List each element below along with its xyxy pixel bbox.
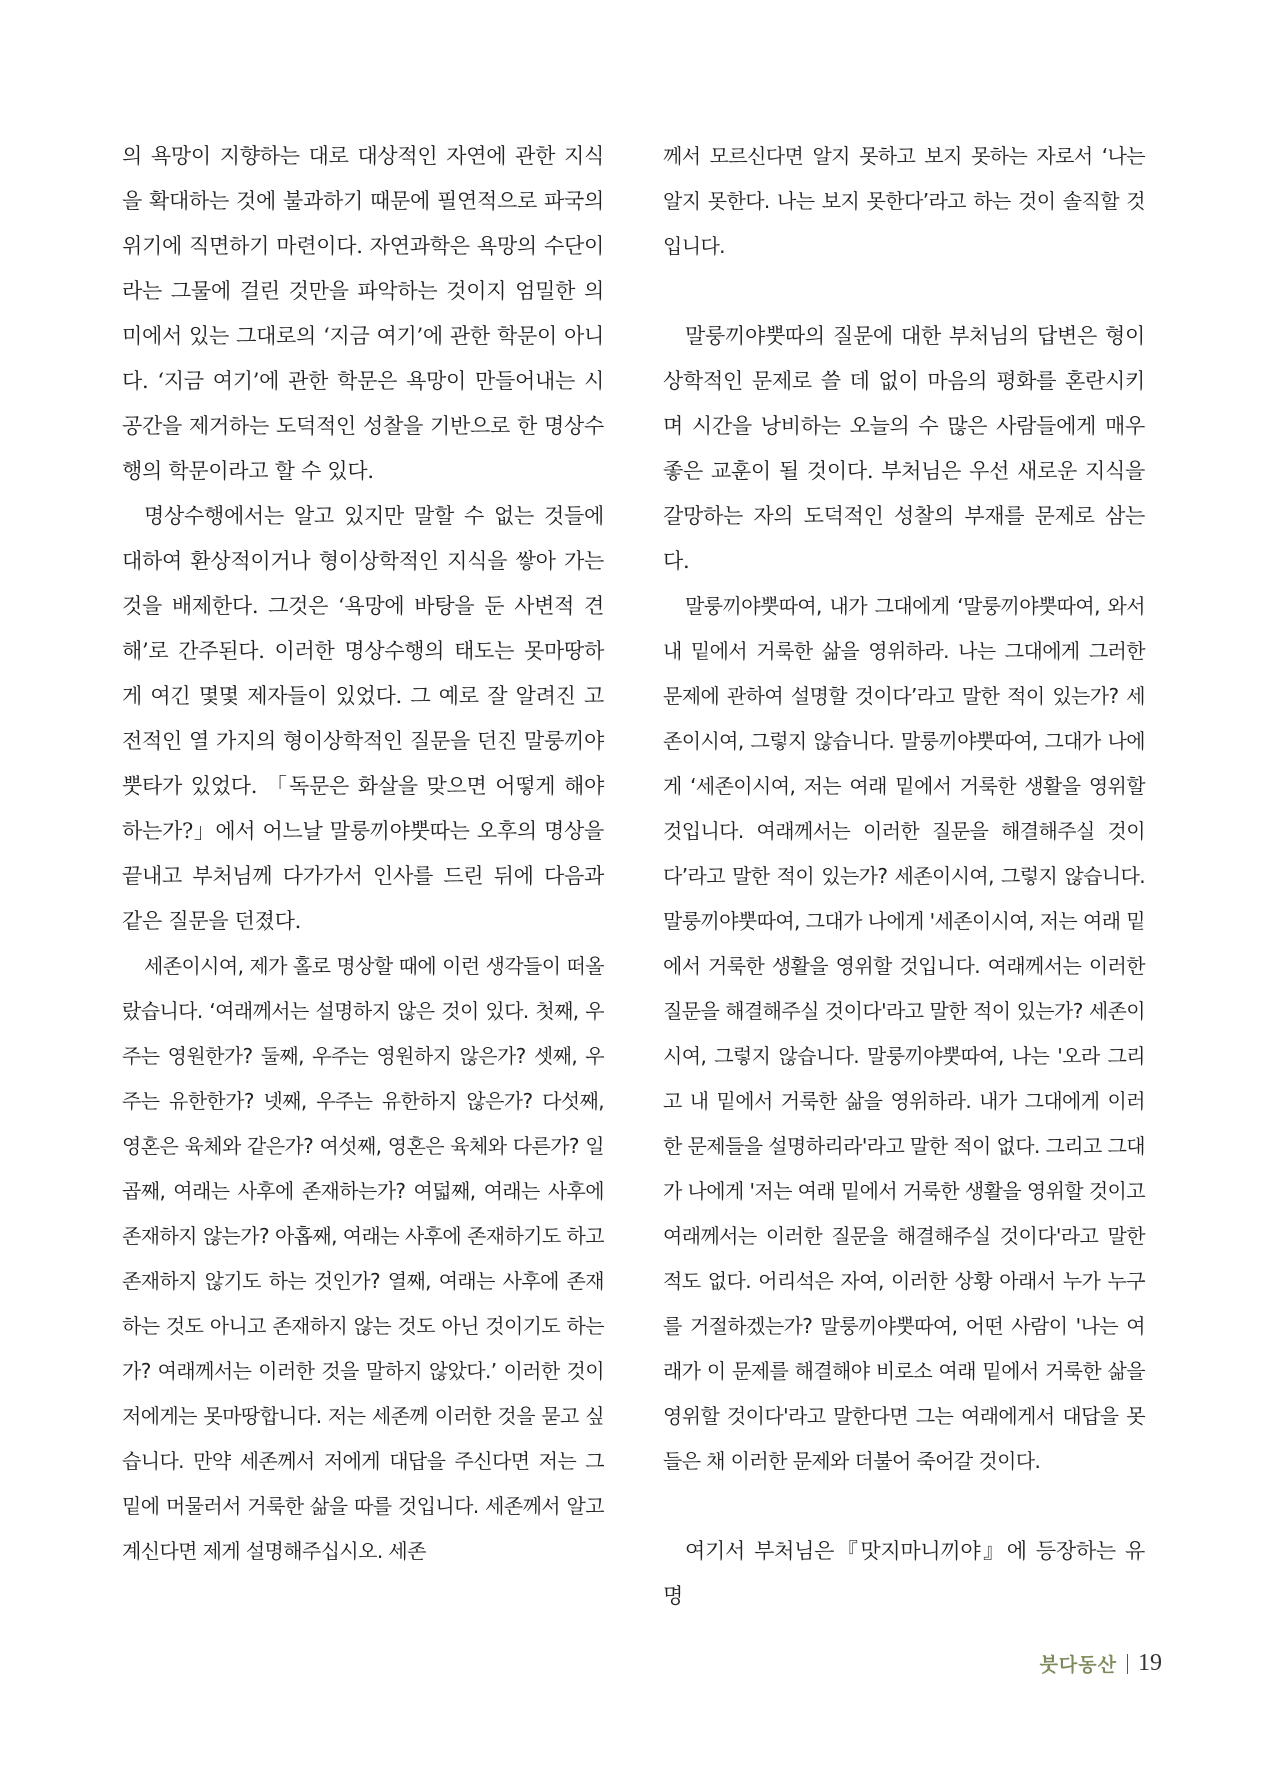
magazine-brand: 붓다동산 (1039, 1654, 1117, 1676)
right-paragraph-2: 여기서 부처님은『맛지마니끼야』에 등장하는 유명 (663, 1539, 1145, 1608)
left-column (122, 134, 604, 1574)
right-quote-continuation: 께서 모르신다면 알지 못하고 보지 못하는 자로서 ‘나는 알지 못한다. 나는 보지 못한다’라고 하는 것이 솔직할 것입니다. (663, 144, 1145, 258)
footer-divider (1127, 1654, 1128, 1674)
left-quote-paragraph: 세존이시여, 제가 홀로 명상할 때에 이런 생각들이 떠올랐습니다. ‘여래께서는 설명하지 않은 것이 있다. 첫째, 우주는 영원한가? 둘째, 우주는 영원하지 않은가? 셋째, 우주는 유한한가? 넷째, 우주는 유한하지 않은가? 다섯째, 영혼은 육체와 같은가? 여섯째, 영혼은 육체와 다른가? 일곱째, 여래는 사후에 존재하는가? 여덟째, 여래는 사후에 존재하지 않는가? 아홉째, 여래는 사후에 존재하기도 하고 존재하지 않기도 하는 것인가? 열째, 여래는 사후에 존재하는 것도 아니고 존재하지 않는 것도 아닌 것이기도 하는가? 여래께서는 이러한 것을 말하지 않았다.’ 이러한 것이 저에게는 못마땅합니다. 저는 세존께 이러한 것을 묻고 싶습니다. 만약 세존께서 저에게 대답을 주신다면 저는 그 밑에 머물러서 거룩한 삶을 따를 것입니다. 세존께서 알고 계신다면 제게 설명해주십시오. 세존 (122, 954, 604, 1563)
right-paragraph-1: 말룽끼야뿟따의 질문에 대한 부처님의 답변은 형이상학적인 문제로 쓸 데 없이 마음의 평화를 혼란시키며 시간을 낭비하는 오늘의 수 많은 사람들에게 매우 좋은 교훈이 될 것이다. 부처님은 우선 새로운 지식을 갈망하는 자의 도덕적인 성찰의 부재를 문제로 삼는다. (663, 324, 1145, 573)
page-number: 19 (1138, 1650, 1162, 1676)
paragraph-spacer (663, 1484, 1145, 1529)
left-paragraph-1: 의 욕망이 지향하는 대로 대상적인 자연에 관한 지식을 확대하는 것에 불과하기 때문에 필연적으로 파국의 위기에 직면하기 마련이다. 자연과학은 욕망의 수단이라는 그물에 걸린 것만을 파악하는 것이지 엄밀한 의미에서 있는 그대로의 ‘지금 여기’에 관한 학문이 아니다. ‘지금 여기’에 관한 학문은 욕망이 만들어내는 시공간을 제거하는 도덕적인 성찰을 기반으로 한 명상수행의 학문이라고 할 수 있다. (122, 144, 604, 483)
page-footer (1040, 1650, 1162, 1677)
left-paragraph-2: 명상수행에서는 알고 있지만 말할 수 없는 것들에 대하여 환상적이거나 형이상학적인 지식을 쌓아 가는 것을 배제한다. 그것은 ‘욕망에 바탕을 둔 사변적 견해’로 간주된다. 이러한 명상수행의 태도는 못마땅하게 여긴 몇몇 제자들이 있었다. 그 예로 잘 알려진 고전적인 열 가지의 형이상학적인 질문을 던진 말룽끼야뿟타가 있었다. 「독문은 화살을 맞으면 어떻게 해야하는가?」에서 어느날 말룽끼야뿟따는 오후의 명상을 끝내고 부처님께 다가가서 인사를 드린 뒤에 다음과 같은 질문을 던졌다. (122, 504, 604, 933)
right-column (663, 134, 1145, 1619)
right-quote-paragraph: 말룽끼야뿟따여, 내가 그대에게 ‘말룽끼야뿟따여, 와서 내 밑에서 거룩한 삶을 영위하라. 나는 그대에게 그러한 문제에 관하여 설명할 것이다’라고 말한 적이 있는가? 세존이시여, 그렇지 않습니다. 말룽끼야뿟따여, 그대가 나에게 ‘세존이시여, 저는 여래 밑에서 거룩한 생활을 영위할 것입니다. 여래께서는 이러한 질문을 해결해주실 것이다’라고 말한 적이 있는가? 세존이시여, 그렇지 않습니다. 말룽끼야뿟따여, 그대가 나에게 '세존이시여, 저는 여래 밑에서 거룩한 생활을 영위할 것입니다. 여래께서는 이러한 질문을 해결해주실 것이다'라고 말한 적이 있는가? 세존이시여, 그렇지 않습니다. 말룽끼야뿟따여, 나는 '오라 그리고 내 밑에서 거룩한 삶을 영위하라. 내가 그대에게 이러한 문제들을 설명하리라'라고 말한 적이 없다. 그리고 그대가 나에게 '저는 여래 밑에서 거룩한 생활을 영위할 것이고 여래께서는 이러한 질문을 해결해주실 것이다'라고 말한 적도 없다. 어리석은 자여, 이러한 상황 아래서 누가 누구를 거절하겠는가? 말룽끼야뿟따여, 어떤 사람이 '나는 여래가 이 문제를 해결해야 비로소 여래 밑에서 거룩한 삶을 영위할 것이다'라고 말한다면 그는 여래에게서 대답을 못들은 채 이러한 문제와 더불어 죽어갈 것이다. (663, 594, 1145, 1473)
paragraph-spacer (663, 269, 1145, 314)
